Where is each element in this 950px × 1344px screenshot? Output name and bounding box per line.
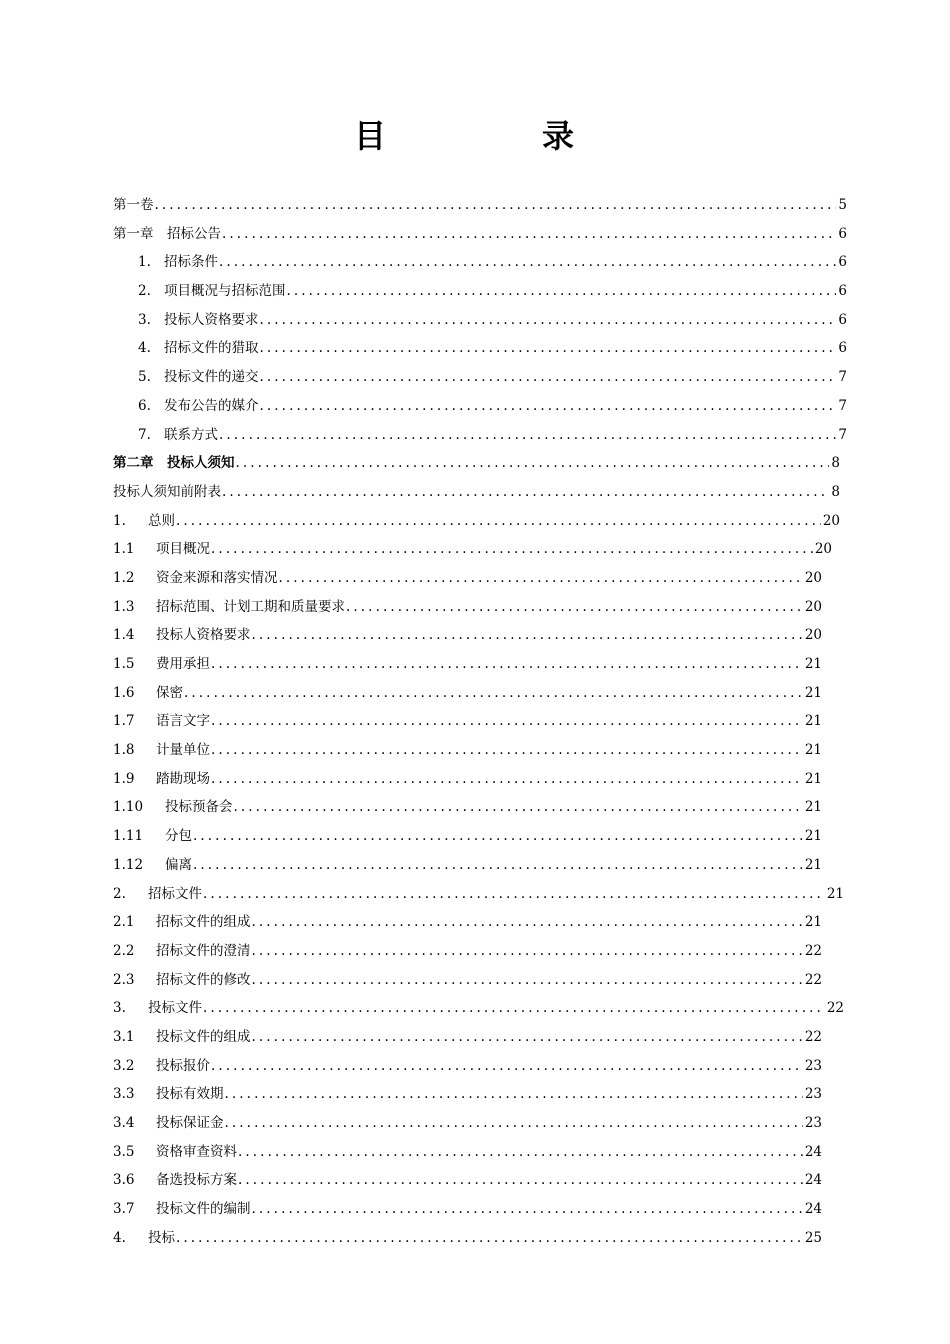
toc-entry[interactable] (113, 363, 860, 392)
toc-entry[interactable] (113, 621, 860, 650)
toc-entry-page-number: 23 (804, 1086, 822, 1103)
toc-entry[interactable] (113, 679, 860, 708)
toc-entry-number: 1.9 (113, 770, 135, 787)
dot-leader (203, 880, 825, 909)
toc-entry[interactable] (113, 191, 860, 220)
toc-entry-page-number: 21 (804, 742, 822, 759)
toc-entry[interactable] (113, 220, 860, 249)
toc-entry-number: 3. (138, 311, 151, 328)
toc-entry[interactable] (113, 908, 860, 937)
toc-entry-number: 1.6 (113, 684, 135, 701)
dot-leader (211, 765, 803, 794)
toc-entry[interactable] (113, 937, 860, 966)
toc-entry[interactable] (113, 306, 860, 335)
toc-entry-page-number: 22 (804, 942, 822, 959)
toc-entry-page-number: 6 (838, 254, 847, 271)
toc-entry-number: 1. (138, 254, 151, 271)
dot-leader (236, 449, 830, 478)
toc-entry-page-number: 23 (804, 1115, 822, 1131)
toc-entry-number: 2. (138, 283, 151, 300)
dot-leader (211, 707, 803, 736)
toc-entry-page-number: 5 (838, 197, 847, 213)
toc-entry-page-number: 22 (826, 1000, 844, 1017)
dot-leader (260, 363, 837, 392)
dot-leader (238, 1166, 803, 1195)
toc-entry-label: 投标 (148, 1229, 175, 1246)
toc-entry[interactable] (113, 822, 860, 851)
toc-entry-label: 资金来源和落实情况 (156, 569, 278, 586)
toc-entry-number: 1. (113, 512, 126, 529)
toc-entry-label: 第二章 投标人须知 (113, 455, 235, 472)
toc-entry[interactable] (113, 564, 860, 593)
toc-entry[interactable] (113, 793, 860, 822)
toc-entry-number: 1.3 (113, 598, 135, 615)
toc-entry-label: 投标预备会 (165, 799, 233, 816)
dot-leader (176, 1224, 803, 1253)
toc-entry-label: 备选投标方案 (156, 1172, 237, 1189)
toc-entry-label: 语言文字 (156, 713, 210, 730)
toc-entry-label: 总则 (148, 512, 175, 529)
toc-entry[interactable] (113, 650, 860, 679)
toc-entry[interactable] (113, 535, 860, 564)
toc-entry-label: 招标文件的组成 (156, 914, 251, 931)
toc-entry[interactable] (113, 277, 860, 306)
toc-entry[interactable] (113, 1195, 860, 1224)
toc-entry-label: 分包 (165, 828, 192, 845)
toc-entry-page-number: 24 (804, 1143, 822, 1160)
dot-leader (252, 1195, 803, 1224)
toc-entry-page-number: 7 (838, 426, 847, 443)
toc-entry[interactable] (113, 765, 860, 794)
toc-entry-page-number: 6 (838, 340, 847, 357)
toc-entry-number: 1.11 (113, 828, 144, 845)
toc-entry-page-number: 21 (804, 656, 822, 672)
toc-entry-label: 发布公告的媒介 (164, 397, 259, 414)
dot-leader (155, 191, 837, 220)
dot-leader (234, 793, 803, 822)
toc-entry-label: 投标人须知前附表 (113, 483, 221, 500)
toc-entry-page-number: 7 (838, 397, 847, 414)
toc-entry-label: 投标报价 (156, 1057, 210, 1074)
dot-leader (193, 851, 803, 880)
toc-entry-number: 4. (138, 340, 151, 357)
toc-entry-number: 4. (113, 1229, 126, 1246)
toc-entry-label: 计量单位 (156, 742, 210, 759)
toc-entry-number: 1.1 (113, 541, 135, 558)
toc-entry[interactable] (113, 994, 860, 1023)
toc-entry-number: 6. (138, 397, 151, 414)
toc-entry-number: 1.10 (113, 799, 144, 816)
toc-entry-number: 7. (138, 426, 151, 443)
toc-entry-number: 1.8 (113, 742, 135, 759)
dot-leader (260, 392, 837, 421)
toc-entry-label: 项目概况 (156, 541, 210, 558)
toc-entry[interactable] (113, 1023, 860, 1052)
toc-entry-number: 3. (113, 1000, 126, 1017)
toc-entry-page-number: 21 (804, 828, 822, 845)
toc-entry-number: 1.5 (113, 656, 135, 672)
dot-leader (260, 306, 837, 335)
toc-entry[interactable] (113, 736, 860, 765)
dot-leader (193, 822, 803, 851)
toc-entry[interactable] (113, 392, 860, 421)
toc-entry-page-number: 22 (804, 1028, 822, 1045)
toc-entry-page-number: 24 (804, 1172, 822, 1189)
toc-entry-number: 1.7 (113, 713, 135, 730)
toc-entry-label: 投标人资格要求 (156, 627, 251, 644)
toc-entry-label: 投标文件的组成 (156, 1028, 251, 1045)
toc-entry-page-number: 25 (804, 1229, 822, 1246)
dot-leader (219, 421, 836, 450)
toc-entry-label: 投标有效期 (156, 1086, 224, 1103)
toc-entry[interactable] (113, 707, 860, 736)
toc-entry-number: 5. (138, 369, 151, 386)
toc-entry-page-number: 21 (826, 885, 844, 902)
toc-entry-label: 招标文件的修改 (156, 971, 251, 988)
toc-entry[interactable] (113, 334, 860, 363)
toc-entry-number: 1.12 (113, 856, 144, 873)
table-of-contents (113, 191, 860, 1252)
toc-entry-number: 3.1 (113, 1028, 135, 1045)
toc-entry-page-number: 21 (804, 684, 822, 701)
dot-leader (225, 1109, 803, 1138)
toc-entry-number: 3.6 (113, 1172, 135, 1189)
dot-leader (203, 994, 825, 1023)
toc-entry-label: 招标文件的澄清 (156, 942, 251, 959)
toc-entry-page-number: 20 (804, 627, 822, 644)
toc-entry-page-number: 21 (804, 914, 822, 931)
dot-leader (287, 277, 837, 306)
toc-entry[interactable] (113, 507, 860, 536)
toc-entry-label: 招标条件 (164, 254, 218, 271)
toc-entry-label: 第一卷 (113, 197, 154, 213)
dot-leader (252, 966, 803, 995)
dot-leader (211, 736, 803, 765)
toc-entry-label: 联系方式 (164, 426, 218, 443)
toc-entry-page-number: 20 (804, 598, 822, 615)
toc-entry-label: 投标文件的编制 (156, 1201, 251, 1218)
toc-entry-page-number: 20 (822, 512, 840, 529)
toc-entry-number: 2.2 (113, 942, 135, 959)
dot-leader (252, 1023, 803, 1052)
toc-entry-number: 3.3 (113, 1086, 135, 1103)
toc-entry-page-number: 8 (831, 455, 840, 472)
toc-entry-number: 1.4 (113, 627, 135, 644)
toc-entry-page-number: 21 (804, 856, 822, 873)
toc-entry-page-number: 20 (804, 569, 822, 586)
toc-entry[interactable] (113, 966, 860, 995)
toc-entry[interactable] (113, 1138, 860, 1167)
toc-entry-page-number: 6 (838, 283, 847, 300)
toc-entry-number: 3.5 (113, 1143, 135, 1160)
dot-leader (260, 334, 837, 363)
toc-entry-page-number: 20 (814, 541, 832, 558)
toc-entry[interactable] (113, 1166, 860, 1195)
toc-entry-label: 投标保证金 (156, 1115, 224, 1131)
toc-entry-label: 投标文件的递交 (164, 369, 259, 386)
dot-leader (346, 593, 803, 622)
dot-leader (219, 248, 836, 277)
toc-entry-label: 招标范围、计划工期和质量要求 (156, 598, 345, 615)
toc-entry[interactable] (113, 478, 860, 507)
toc-entry-page-number: 6 (838, 225, 847, 242)
toc-entry-page-number: 7 (838, 369, 847, 386)
toc-entry-page-number: 21 (804, 713, 822, 730)
toc-entry-label: 踏勘现场 (156, 770, 210, 787)
toc-entry-number: 1.2 (113, 569, 135, 586)
toc-entry-label: 项目概况与招标范围 (164, 283, 286, 300)
toc-entry-number: 3.4 (113, 1115, 135, 1131)
toc-entry-page-number: 21 (804, 799, 822, 816)
toc-entry[interactable] (113, 1080, 860, 1109)
dot-leader (279, 564, 803, 593)
toc-entry-label: 偏离 (165, 856, 192, 873)
toc-entry-page-number: 22 (804, 971, 822, 988)
toc-entry[interactable] (113, 421, 860, 450)
toc-entry-number: 2.3 (113, 971, 135, 988)
toc-entry-label: 第一章 招标公告 (113, 225, 221, 242)
toc-entry-page-number: 21 (804, 770, 822, 787)
dot-leader (211, 1052, 803, 1081)
toc-entry[interactable] (113, 880, 860, 909)
toc-entry[interactable] (113, 1052, 860, 1081)
toc-entry[interactable] (113, 248, 860, 277)
toc-entry[interactable] (113, 1224, 860, 1253)
toc-entry[interactable] (113, 449, 860, 478)
dot-leader (211, 535, 813, 564)
toc-entry-label: 招标文件的猎取 (164, 340, 259, 357)
toc-entry-number: 2. (113, 885, 126, 902)
dot-leader (238, 1138, 803, 1167)
toc-entry-label: 投标文件 (148, 1000, 202, 1017)
dot-leader (225, 1080, 803, 1109)
dot-leader (252, 621, 803, 650)
dot-leader (222, 220, 836, 249)
page-title: 目 录 (353, 117, 636, 155)
toc-entry-label: 资格审查资料 (156, 1143, 237, 1160)
toc-entry[interactable] (113, 593, 860, 622)
toc-entry-label: 招标文件 (148, 885, 202, 902)
toc-entry-label: 费用承担 (156, 656, 210, 672)
toc-entry-number: 3.7 (113, 1201, 135, 1218)
toc-entry-label: 投标人资格要求 (164, 311, 259, 328)
toc-entry-page-number: 24 (804, 1201, 822, 1218)
dot-leader (211, 650, 803, 679)
toc-entry-page-number: 6 (838, 311, 847, 328)
dot-leader (252, 908, 803, 937)
toc-entry-page-number: 23 (804, 1057, 822, 1074)
dot-leader (252, 937, 803, 966)
toc-entry[interactable] (113, 1109, 860, 1138)
dot-leader (176, 507, 821, 536)
toc-entry-page-number: 8 (831, 483, 840, 500)
toc-entry-label: 保密 (156, 684, 183, 701)
toc-entry-number: 3.2 (113, 1057, 135, 1074)
dot-leader (184, 679, 803, 708)
toc-entry-number: 2.1 (113, 914, 135, 931)
toc-entry[interactable] (113, 851, 860, 880)
dot-leader (222, 478, 829, 507)
